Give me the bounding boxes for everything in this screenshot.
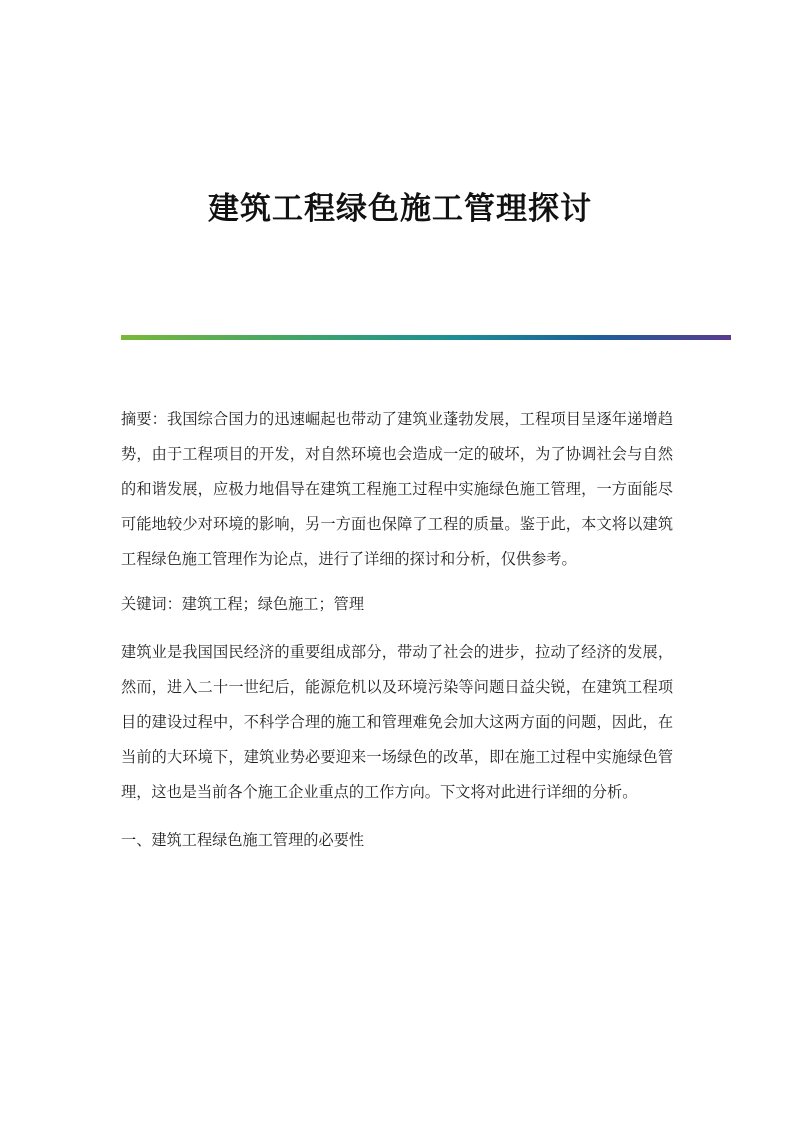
keywords-line: 关键词：建筑工程；绿色施工；管理 — [121, 595, 364, 613]
section-heading: 一、建筑工程绿色施工管理的必要性 — [121, 831, 364, 849]
title-divider — [121, 335, 731, 340]
intro-paragraph: 建筑业是我国国民经济的重要组成部分，带动了社会的进步，拉动了经济的发展，然而，进入二十一世纪后，能源危机以及环境污染等问题日益尖锐，在建筑工程项目的建设过程中，不科学合理的施工和管理难免会加大这两方面的问题，因此，在当前的大环境下，建筑业势必要迎来一场绿色的改革，即在施工过程中实施绿色管理，这也是当前各个施工企业重点的工作方向。下文将对此进行详细的分析。 — [121, 643, 673, 801]
document-title: 建筑工程绿色施工管理探讨 — [208, 191, 592, 227]
document-body — [121, 402, 673, 868]
abstract-paragraph: 摘要：我国综合国力的迅速崛起也带动了建筑业蓬勃发展，工程项目呈逐年递增趋势，由于工程项目的开发，对自然环境也会造成一定的破坏，为了协调社会与自然的和谐发展，应极力地倡导在建筑工程施工过程中实施绿色施工管理，一方面能尽可能地较少对环境的影响，另一方面也保障了工程的质量。鉴于此，本文将以建筑工程绿色施工管理作为论点，进行了详细的探讨和分析，仅供参考。 — [121, 410, 673, 568]
